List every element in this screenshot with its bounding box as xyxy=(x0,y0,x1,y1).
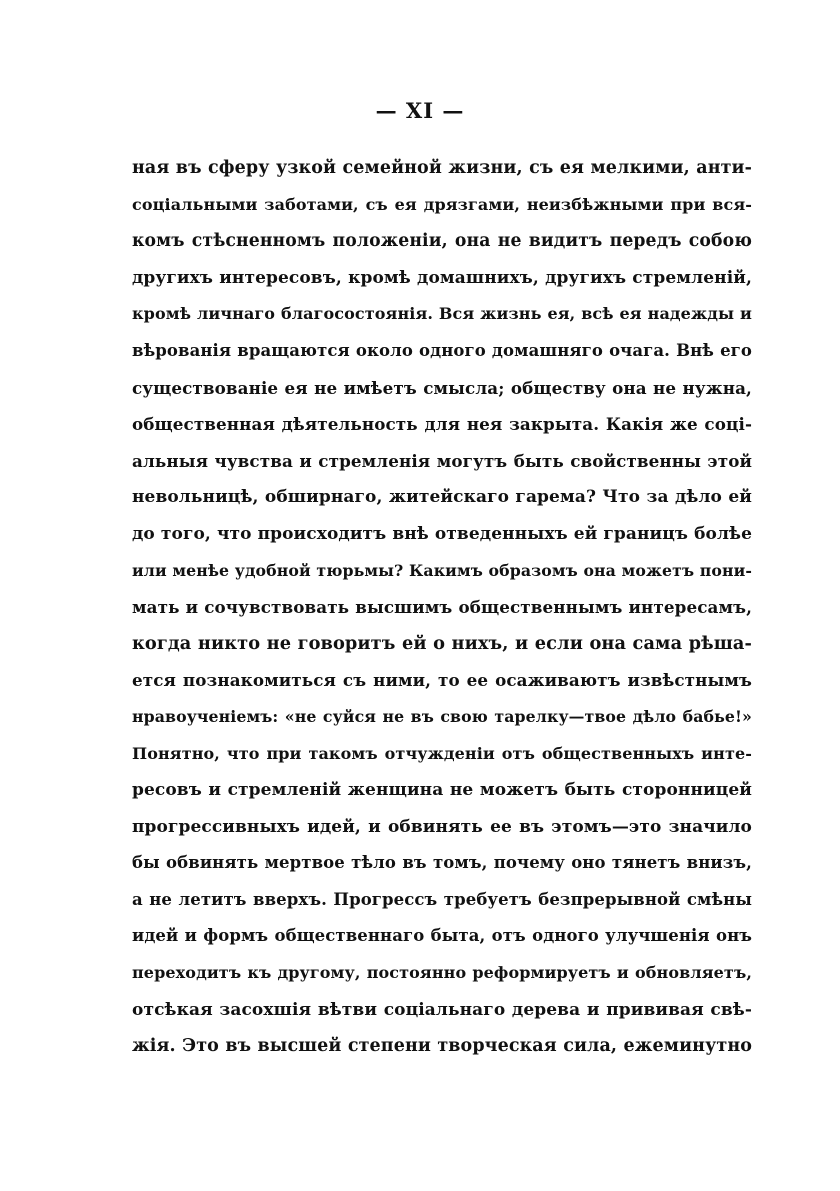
text-line: прогрессивныхъ идей, и обвинять ее въ этомъ—это значило xyxy=(132,816,752,837)
body-text xyxy=(132,150,752,1065)
text-line: жія. Это въ высшей степени творческая сила, ежеминутно xyxy=(132,1036,752,1057)
text-line: существованіе ея не имѣетъ смысла; обществу она не нужна, xyxy=(132,377,752,398)
text-line: невольницѣ, обширнаго, житейскаго гарема? Что за дѣло ей xyxy=(132,487,752,508)
text-line: а не летитъ вверхъ. Прогрессъ требуетъ безпрерывной смѣны xyxy=(132,889,752,909)
text-line: или менѣе удобной тюрьмы? Какимъ образомъ она можетъ пони- xyxy=(132,560,752,580)
text-line: общественная дѣятельность для нея закрыта. Какія же соці- xyxy=(132,414,752,435)
text-line: отсѣкая засохшія вѣтви соціальнаго дерева и прививая свѣ- xyxy=(132,999,752,1020)
text-line: ная въ сферу узкой семейной жизни, съ ея мелкими, анти- xyxy=(132,158,752,178)
text-line: комъ стѣсненномъ положеніи, она не видитъ передъ собою xyxy=(132,231,752,252)
text-line: ется познакомиться съ ними, то ее осаживаютъ извѣстнымъ xyxy=(132,670,752,691)
text-line: кромѣ личнаго благосостоянія. Вся жизнь ея, всѣ ея надежды и xyxy=(132,304,752,324)
text-line: вѣрованія вращаются около одного домашняго очага. Внѣ его xyxy=(132,340,752,360)
text-line: идей и формъ общественнаго быта, отъ одного улучшенія онъ xyxy=(132,926,752,946)
text-line: до того, что происходитъ внѣ отведенныхъ ей границъ болѣе xyxy=(132,523,752,544)
text-line: альныя чувства и стремленія могутъ быть свойственны этой xyxy=(132,450,752,471)
text-line: нравоученіемъ: «не суйся не въ свою тарелку—твое дѣло бабье!» xyxy=(132,706,752,726)
text-line: переходитъ къ другому, постоянно реформируетъ и обновляетъ, xyxy=(132,963,752,983)
text-line: соціальными заботами, съ ея дрязгами, неизбѣжными при вся- xyxy=(132,194,752,214)
page-number: — XI — xyxy=(375,98,465,123)
text-line: Понятно, что при такомъ отчужденіи отъ общественныхъ инте- xyxy=(132,743,752,763)
text-line: мать и сочувствовать высшимъ общественнымъ интересамъ, xyxy=(132,597,752,618)
text-line: ресовъ и стремленій женщина не можетъ быть сторонницей xyxy=(132,780,752,801)
text-line: бы обвинять мертвое тѣло въ томъ, почему оно тянетъ внизъ, xyxy=(132,853,752,873)
text-line: другихъ интересовъ, кромѣ домашнихъ, другихъ стремленій, xyxy=(132,267,752,288)
text-line: когда никто не говоритъ ей о нихъ, и если она сама рѣша- xyxy=(132,632,752,654)
